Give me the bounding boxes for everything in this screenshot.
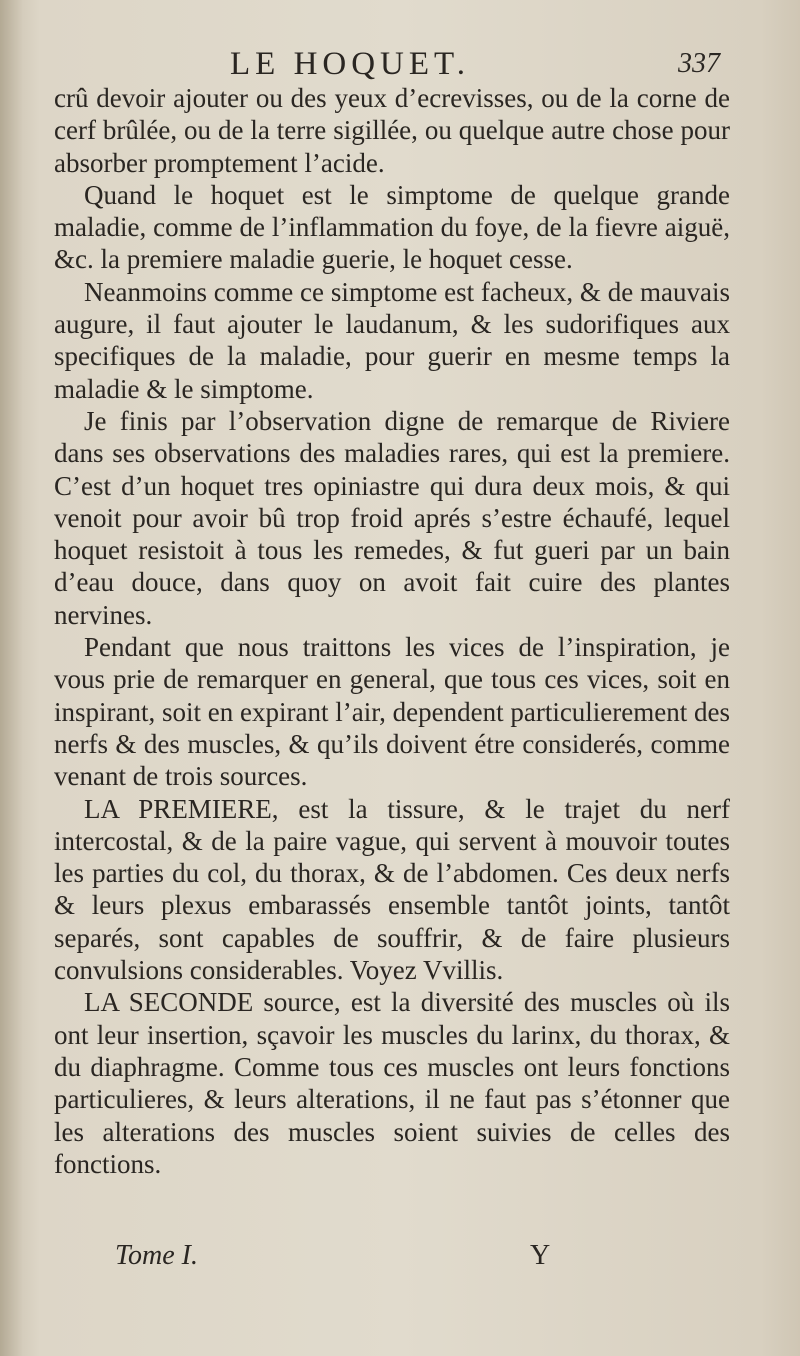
page-gutter xyxy=(0,0,22,1356)
paragraph: Quand le hoquet est le simptome de quelque grande maladie, comme de l’inflammation du foye, de la fievre aiguë, &c. la premiere maladie guerie, le hoquet cesse. xyxy=(54,179,730,275)
volume-label: Tome I. xyxy=(115,1240,198,1271)
paragraph: LA SECONDE source, est la diversité des muscles où ils ont leur insertion, sçavoir les muscles du larinx, du thorax, & du diaphragme. Comme tous ces muscles ont leurs fonctions particulieres, & leurs alterations, il ne faut pas s’étonner que les alterations des muscles soient suivies de celles des fonctions. xyxy=(54,987,730,1179)
body-text xyxy=(54,82,730,1180)
paragraph: Je finis par l’observation digne de remarque de Riviere dans ses observations des maladies rares, qui est la premiere. C’est d’un hoquet tres opiniastre qui dura deux mois, & qui venoit pour avoir bû trop froid aprés s’estre échaufé, lequel hoquet resistoit à tous les remedes, & fut gueri par un bain d’eau douce, dans quoy on avoit fait cuire des plantes nervines. xyxy=(54,405,730,630)
paragraph: Pendant que nous traittons les vices de l’inspiration, je vous prie de remarquer en general, que tous ces vices, soit en inspirant, soit en expirant l’air, dependent particulierement des nerfs & des muscles, & qu’ils doivent étre considerés, comme venant de trois sources. xyxy=(54,632,730,792)
signature-mark: Y xyxy=(530,1240,551,1271)
paragraph: LA PREMIERE, est la tissure, & le trajet du nerf intercostal, & de la paire vague, qui servent à mouvoir toutes les parties du col, du thorax, & de l’abdomen. Ces deux nerfs & leurs plexus embarassés ensemble tantôt joints, tantôt separés, sont capables de souffrir, & de faire plusieurs convulsions considerables. Voyez Vvillis. xyxy=(54,793,730,986)
page-footer xyxy=(60,1240,750,1276)
running-title: LE HOQUET. xyxy=(230,46,471,82)
paragraph: crû devoir ajouter ou des yeux d’ecrevisses, ou de la corne de cerf brûlée, ou de la terre sigillée, ou quelque autre chose pour absorber promptement l’acide. xyxy=(54,83,730,178)
page-number: 337 xyxy=(678,48,720,79)
paragraph: Neanmoins comme ce simptome est facheux, & de mauvais augure, il faut ajouter le laudanum, & les sudorifiques aux specifiques de la maladie, pour guerir en mesme temps la maladie & le simptome. xyxy=(54,276,730,404)
